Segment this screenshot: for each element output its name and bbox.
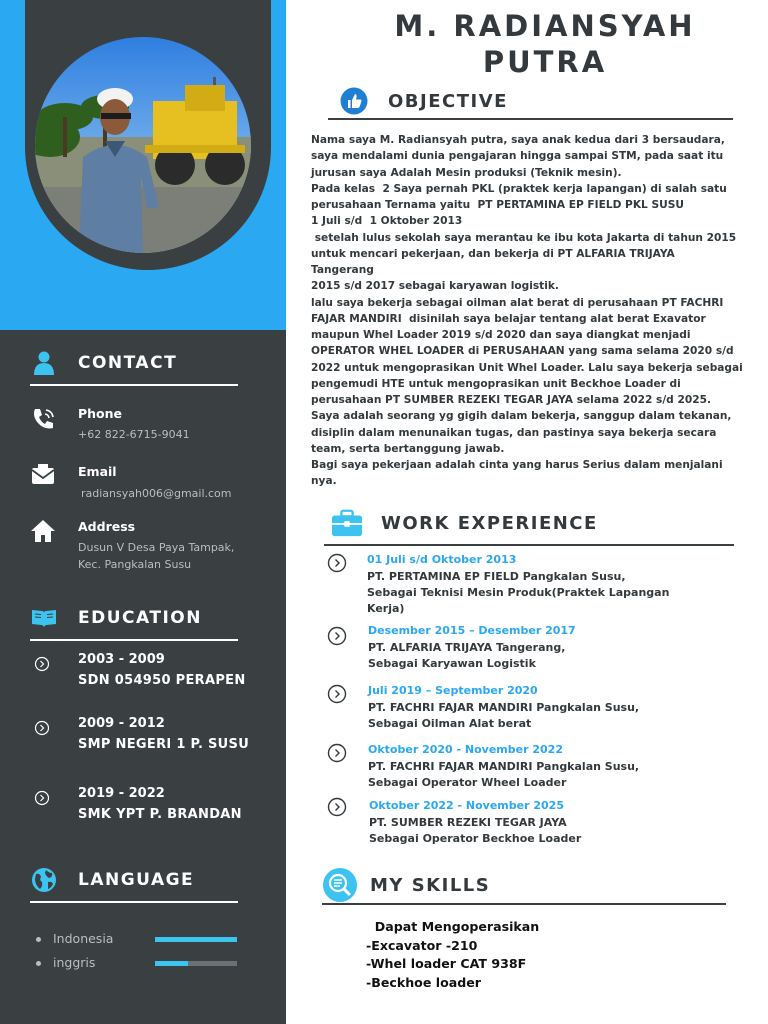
contact-email: [30, 464, 260, 504]
language-title: LANGUAGE: [78, 870, 195, 890]
phone-value[interactable]: +62 822-6715-9041: [78, 428, 190, 441]
circle-arrow-icon: [327, 797, 347, 817]
education-divider: [30, 639, 238, 641]
contact-divider: [30, 384, 238, 386]
language-name: inggris: [53, 955, 96, 970]
skills-icon: [322, 867, 358, 903]
work-dates: Oktober 2020 - November 2022: [368, 743, 563, 756]
skills-header: [322, 867, 490, 903]
work-item: [327, 624, 727, 672]
circle-arrow-icon: [327, 626, 347, 646]
education-school: SMP NEGERI 1 P. SUSU: [78, 737, 250, 752]
phone-icon: [30, 406, 58, 434]
language-divider: [30, 901, 238, 903]
language-name: Indonesia: [53, 931, 114, 946]
work-item: [327, 743, 727, 791]
globe-icon: [30, 866, 58, 894]
circle-arrow-icon: [34, 790, 50, 806]
work-dates: 01 Juli s/d Oktober 2013: [367, 553, 517, 566]
objective-text: Nama saya M. Radiansyah putra, saya anak kedua dari 3 bersaudara, saya mendalami dunia pengajaran hingga sampai STM, pada saat itu jurusan saya Adalah Mesin produksi (Teknik mesin). Pada kelas 2 Saya pernah PKL (praktek kerja lapangan) di salah satu perusahaan Ternama yaitu PT PERTAMINA EP FIELD PKL SUSU 1 Juli s/d 1 Oktober 2013 setelah lulus sekolah saya merantau ke ibu kota Jakarta di tahun 2015 untuk mencari pekerjaan, dan bekerja di PT ALFARIA TRIJAYA Tangerang 2015 s/d 2017 sebagai karyawan logistik. lalu saya bekerja sebagai oilman alat berat di perusahaan PT FACHRI FAJAR MANDIRI disinilah saya belajar tentang alat berat Exavator maupun Whel Loader 2019 s/d 2020 dan saya diangkat menjadi OPERATOR WHEL LOADER di PERUSAHAAN yang sama selama 2020 s/d 2022 untuk mengoprasikan Unit Whel Loader. Lalu saya bekerja sebagai pengemudi HTE untuk mengoprasikan unit Beckhoe Loader di perusahaan PT SUMBER REZEKI TEGAR JAYA selama 2022 s/d 2025. Saya adalah seorang yg gigih dalam bekerja, sanggup dalam tekanan, disiplin dalam menunaikan tugas, dan pastinya saya bekerja secara team, serta bertanggung jawab. Bagi saya pekerjaan adalah cinta yang harus Serius dalam menjalani nya.: [311, 134, 743, 488]
work-dates: Juli 2019 – September 2020: [368, 684, 538, 697]
circle-arrow-icon: [34, 656, 50, 672]
contact-section: [30, 348, 238, 386]
education-section: [30, 603, 238, 641]
phone-label: Phone: [78, 406, 123, 421]
circle-arrow-icon: [34, 720, 50, 736]
user-icon: [30, 349, 58, 377]
name-line-2: PUTRA: [482, 45, 608, 79]
bullet-dot: [36, 961, 41, 966]
objective-title: OBJECTIVE: [388, 90, 508, 112]
education-years: 2009 - 2012: [78, 716, 165, 731]
work-description: PT. FACHRI FAJAR MANDIRI Pangkalan Susu, Sebagai Operator Wheel Loader: [368, 760, 640, 790]
address-line1: Dusun V Desa Paya Tampak,: [78, 541, 235, 554]
work-divider: [324, 544, 734, 546]
language-item: [36, 931, 240, 947]
work-item: [327, 553, 727, 617]
email-label: Email: [78, 464, 117, 479]
language-level-fill: [155, 961, 188, 966]
home-icon: [30, 519, 58, 547]
circle-arrow-icon: [327, 743, 347, 763]
thumbs-up-icon: [338, 85, 370, 117]
work-item: [327, 799, 727, 847]
work-dates: Desember 2015 – Desember 2017: [368, 624, 576, 637]
education-item: [34, 716, 264, 756]
work-title: WORK EXPERIENCE: [381, 512, 598, 534]
work-description: PT. ALFARIA TRIJAYA Tangerang, Sebagai Karyawan Logistik: [368, 641, 566, 671]
work-header: [331, 507, 598, 539]
language-level-bar: [155, 961, 237, 966]
language-section: [30, 865, 238, 903]
address-label: Address: [78, 519, 136, 534]
language-level-fill: [155, 937, 237, 942]
education-school: SMK YPT P. BRANDAN: [78, 807, 242, 822]
book-icon: [30, 604, 58, 632]
contact-address: [30, 519, 260, 575]
work-description: PT. SUMBER REZEKI TEGAR JAYA Sebagai Operator Beckhoe Loader: [369, 816, 582, 846]
objective-header: [338, 85, 508, 117]
mail-icon: [30, 464, 58, 492]
work-item: [327, 684, 727, 732]
contact-title: CONTACT: [78, 353, 178, 373]
email-value[interactable]: radiansyah006@gmail.com: [81, 487, 232, 500]
page-title: [380, 8, 710, 80]
objective-divider: [328, 118, 733, 120]
work-dates: Oktober 2022 - November 2025: [369, 799, 564, 812]
work-description: PT. PERTAMINA EP FIELD Pangkalan Susu, Sebagai Teknisi Mesin Produk(Praktek Lapangan Kerja): [367, 570, 670, 616]
education-school: SDN 054950 PERAPEN: [78, 673, 246, 688]
education-years: 2003 - 2009: [78, 652, 165, 667]
name-line-1: M. RADIANSYAH: [394, 9, 696, 43]
skills-divider: [322, 903, 726, 905]
work-description: PT. FACHRI FAJAR MANDIRI Pangkalan Susu, Sebagai Oilman Alat berat: [368, 701, 640, 731]
address-line2: Kec. Pangkalan Susu: [78, 558, 192, 571]
language-item: [36, 955, 240, 971]
skills-title: MY SKILLS: [370, 874, 491, 896]
education-item: [34, 652, 264, 692]
bullet-dot: [36, 937, 41, 942]
education-title: EDUCATION: [78, 608, 202, 628]
language-level-bar: [155, 937, 237, 942]
profile-photo: [35, 37, 251, 253]
circle-arrow-icon: [327, 684, 347, 704]
briefcase-icon: [331, 507, 363, 539]
circle-arrow-icon: [327, 553, 347, 573]
education-item: [34, 786, 264, 826]
contact-phone: [30, 406, 260, 446]
skills-text: Dapat Mengoperasikan -Excavator -210 -Whel loader CAT 938F -Beckhoe loader: [366, 919, 540, 991]
education-years: 2019 - 2022: [78, 786, 165, 801]
